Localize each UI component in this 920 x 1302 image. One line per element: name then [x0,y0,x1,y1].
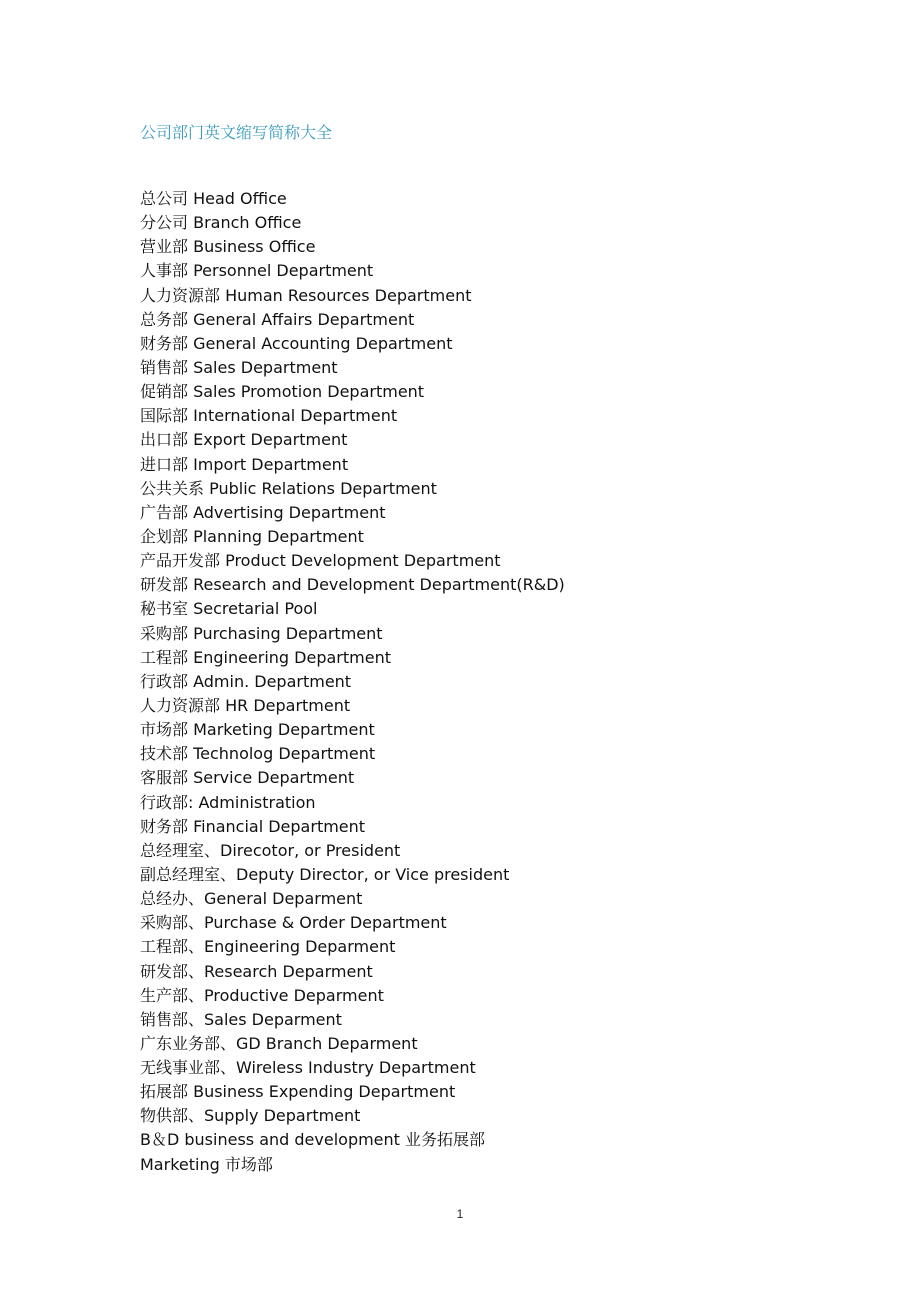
department-line: 总公司 Head Office [140,189,287,208]
department-line: 企划部 Planning Department [140,526,364,546]
department-line: 采购部 Purchasing Department [140,623,383,643]
department-list [140,187,565,1177]
department-line: 生产部、Productive Deparment [140,985,384,1005]
department-line: 财务部 Financial Department [140,816,366,836]
department-line: B＆D business and development 业务拓展部 [140,1130,486,1150]
department-line: 销售部 Sales Department [140,357,338,377]
department-line: 公共关系 Public Relations Department [140,478,437,498]
department-line: 客服部 Service Department [140,768,355,788]
department-line: 营业部 Business Office [140,237,316,257]
department-line: 行政部: Administration [140,792,316,812]
department-line: 分公司 Branch Office [140,213,302,233]
department-line: 秘书室 Secretarial Pool [140,599,318,619]
department-line: 广告部 Advertising Department [140,502,386,522]
department-line: 促销部 Sales Promotion Department [140,382,425,402]
department-line: 工程部、Engineering Deparment [140,937,396,957]
department-line: 人事部 Personnel Department [140,261,374,281]
department-line: 物供部、Supply Department [140,1106,361,1126]
department-line: 研发部 Research and Development Department(R&D) [140,575,565,595]
department-line: 国际部 International Department [140,406,398,426]
department-line: 总经理室、Direcotor, or President [140,840,401,860]
page-number: 1 [456,1207,464,1221]
department-line: 总经办、General Deparment [140,889,363,909]
department-line: 市场部 Marketing Department [140,720,375,740]
department-line: 人力资源部 HR Department [140,695,351,715]
department-line: 副总经理室、Deputy Director, or Vice president [140,864,510,884]
department-line: 工程部 Engineering Department [140,647,391,667]
document-title: 公司部门英文缩写简称大全 [140,123,333,142]
department-line: 采购部、Purchase & Order Department [140,913,447,933]
department-line: 财务部 General Accounting Department [140,333,453,353]
department-line: 人力资源部 Human Resources Department [140,285,472,305]
department-line: 拓展部 Business Expending Department [140,1082,456,1102]
department-line: 产品开发部 Product Development Department [140,551,501,571]
department-line: 出口部 Export Department [140,430,348,450]
department-line: 无线事业部、Wireless Industry Department [140,1058,476,1078]
department-line: 广东业务部、GD Branch Deparment [140,1033,418,1053]
department-line: 技术部 Technolog Department [140,744,376,764]
department-line: 行政部 Admin. Department [140,671,352,691]
department-line: 研发部、Research Deparment [140,961,373,981]
department-line: Marketing 市场部 [140,1154,273,1174]
department-line: 总务部 General Affairs Department [140,309,415,329]
department-line: 销售部、Sales Deparment [140,1009,342,1029]
department-line: 进口部 Import Department [140,454,349,474]
